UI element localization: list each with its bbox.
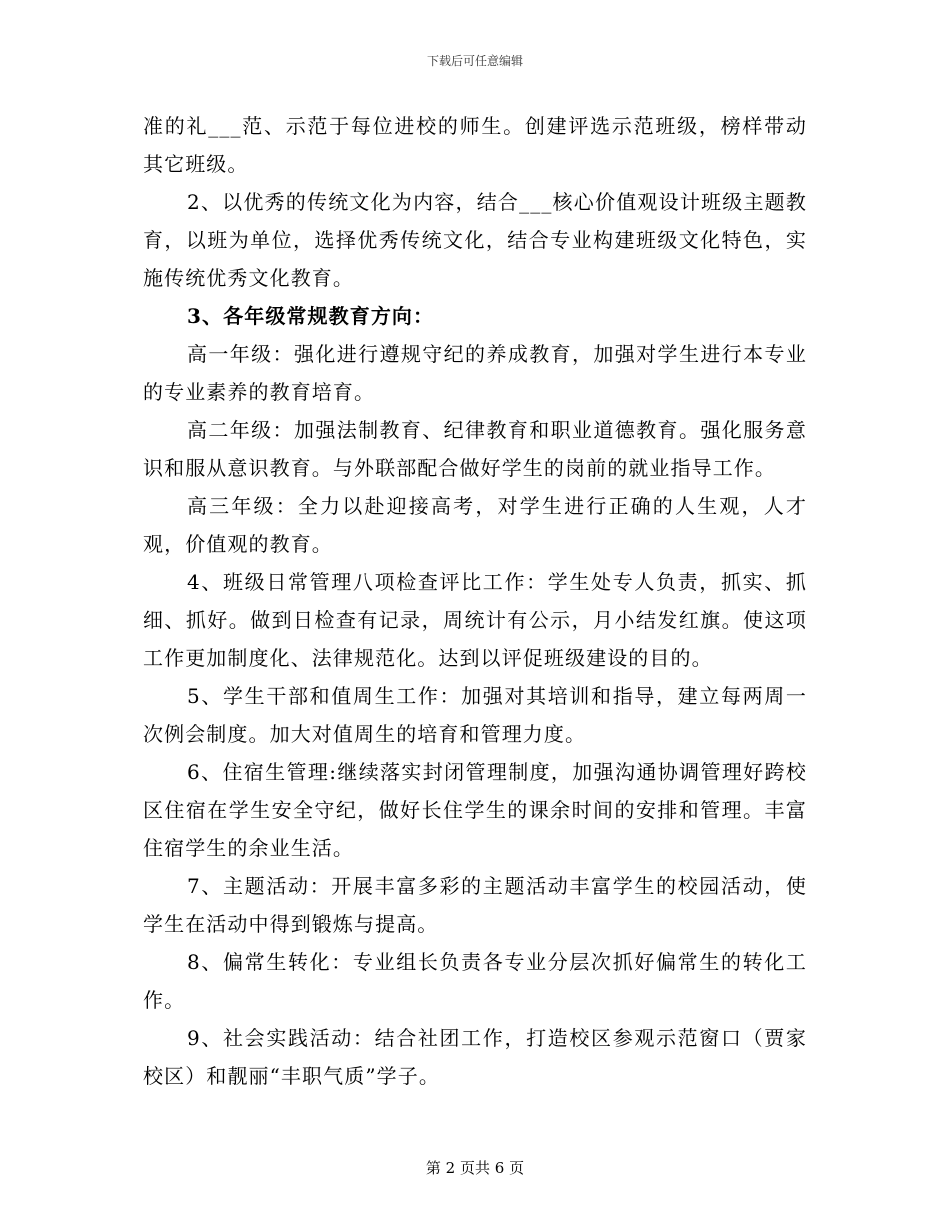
section-heading: 3、各年级常规教育方向：: [187, 304, 435, 328]
page-number-footer: 第 2 页共 6 页: [425, 1159, 525, 1177]
body-paragraph: 准的礼___范、示范于每位进校的师生。创建评选示范班级，榜样带动其它班级。: [143, 114, 807, 176]
body-paragraph: 高二年级：加强法制教育、纪律教育和职业道德教育。强化服务意识和服从意识教育。与外联部配合做好学生的岗前的就业指导工作。: [143, 418, 807, 480]
body-paragraph: 4、班级日常管理八项检查评比工作：学生处专人负责，抓实、抓细、抓好。做到日检查有记录，周统计有公示，月小结发红旗。使这项工作更加制度化、法律规范化。达到以评促班级建设的目的。: [143, 570, 807, 670]
body-paragraph: 8、偏常生转化：专业组长负责各专业分层次抓好偏常生的转化工作。: [143, 950, 807, 1012]
body-paragraph: 高一年级：强化进行遵规守纪的养成教育，加强对学生进行本专业的专业素养的教育培育。: [143, 342, 807, 404]
body-paragraph: 5、学生干部和值周生工作：加强对其培训和指导，建立每两周一次例会制度。加大对值周生的培育和管理力度。: [143, 684, 807, 746]
body-paragraph: 6、住宿生管理:继续落实封闭管理制度，加强沟通协调管理好跨校区住宿在学生安全守纪，做好长住学生的课余时间的安排和管理。丰富住宿学生的余业生活。: [143, 760, 807, 860]
body-paragraph: 7、主题活动：开展丰富多彩的主题活动丰富学生的校园活动，使学生在活动中得到锻炼与提高。: [143, 874, 807, 936]
body-paragraph: 9、社会实践活动：结合社团工作，打造校区参观示范窗口（贾家校区）和靓丽“丰职气质”学子。: [143, 1026, 807, 1088]
body-paragraph: 2、以优秀的传统文化为内容，结合___核心价值观设计班级主题教育，以班为单位，选择优秀传统文化，结合专业构建班级文化特色，实施传统优秀文化教育。: [143, 190, 807, 290]
document-body: [143, 107, 807, 1095]
body-paragraph: 高三年级：全力以赴迎接高考，对学生进行正确的人生观，人才观，价值观的教育。: [143, 494, 807, 556]
page-header: 下载后可任意编辑: [426, 54, 523, 68]
